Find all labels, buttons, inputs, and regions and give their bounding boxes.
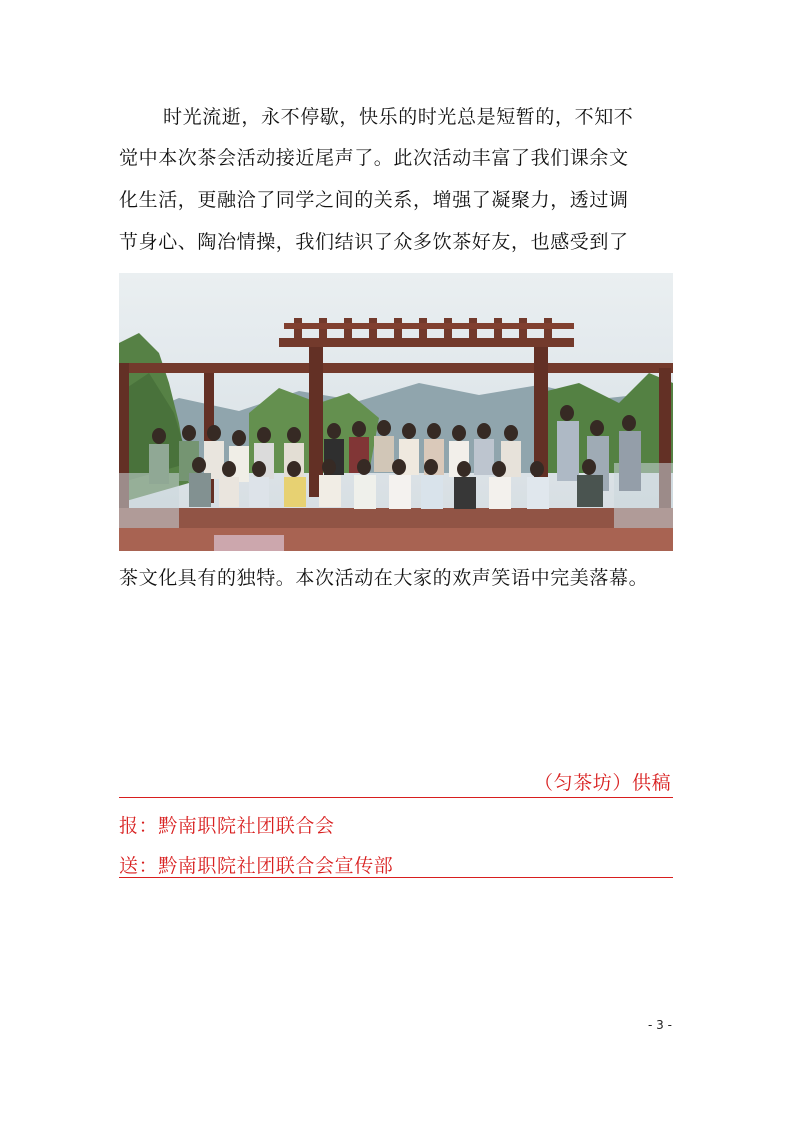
paragraph-line-5: 茶文化具有的独特。本次活动在大家的欢声笑语中完美落幕。 xyxy=(119,567,649,589)
paragraph-line-1: 时光流逝，永不停歇，快乐的时光总是短暂的，不知不 xyxy=(163,106,634,128)
divider-bottom xyxy=(119,877,673,878)
page-number: - 3 - xyxy=(648,1018,672,1032)
divider-top xyxy=(119,797,673,798)
report-to-line: 报：黔南职院社团联合会 xyxy=(119,815,335,837)
paragraph-line-2: 觉中本次茶会活动接近尾声了。此次活动丰富了我们课余文 xyxy=(119,147,629,169)
send-to-line: 送：黔南职院社团联合会宣传部 xyxy=(119,855,394,877)
credit-text: （匀茶坊）供稿 xyxy=(534,772,672,794)
group-photo xyxy=(119,273,673,551)
paragraph-line-4: 节身心、陶冶情操，我们结识了众多饮茶好友，也感受到了 xyxy=(119,231,629,253)
paragraph-line-3: 化生活，更融洽了同学之间的关系，增强了凝聚力，透过调 xyxy=(119,189,629,211)
